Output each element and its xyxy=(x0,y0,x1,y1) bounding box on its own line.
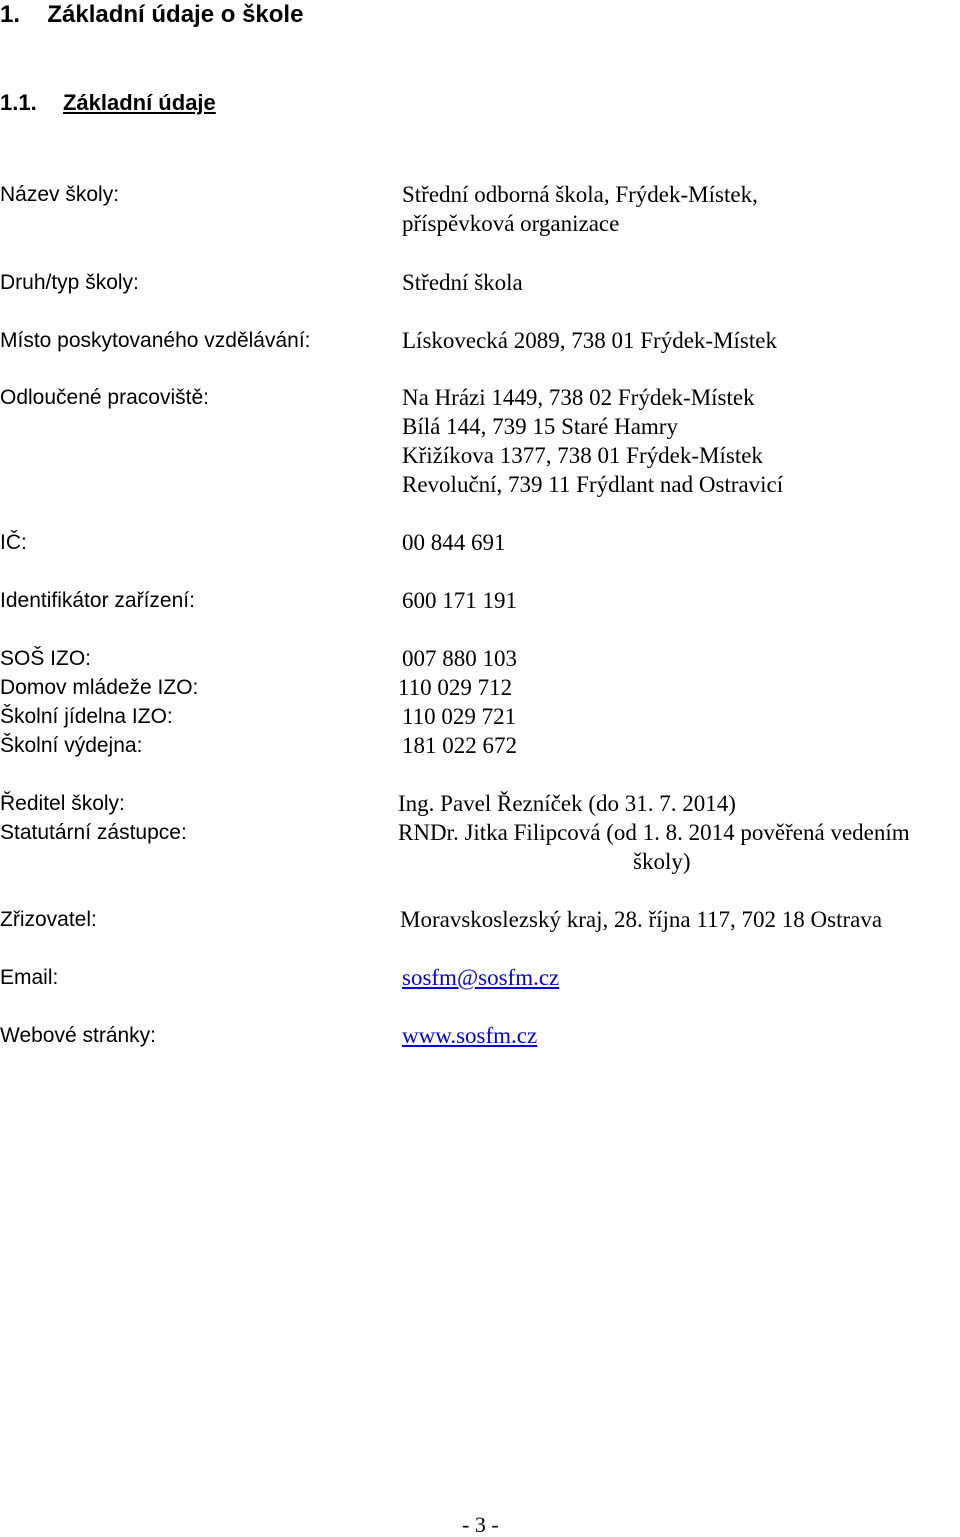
location-value: Lískovecká 2089, 738 01 Frýdek-Místek xyxy=(402,328,777,353)
page-number: - 3 - xyxy=(462,1512,499,1537)
school-type-value: Střední škola xyxy=(402,270,523,295)
ic-label: IČ: xyxy=(0,531,27,554)
branch-item: Křižíkova 1377, 738 01 Frýdek-Místek xyxy=(402,443,763,468)
izo-label: SOŠ IZO: xyxy=(0,647,92,670)
founder-label: Zřizovatel: xyxy=(0,908,97,931)
school-name-label: Název školy: xyxy=(0,183,120,206)
website-label: Webové stránky: xyxy=(0,1024,157,1047)
director-value: Ing. Pavel Řezníček (do 31. 7. 2014) xyxy=(398,791,736,816)
section-title: Základní údaje o škole xyxy=(47,1,304,28)
director-label: Ředitel školy: xyxy=(0,792,125,815)
email-link[interactable]: sosfm@sosfm.cz xyxy=(402,965,560,990)
ic-value: 00 844 691 xyxy=(402,530,506,555)
izo-label: Školní výdejna: xyxy=(0,734,143,757)
deputy-label: Statutární zástupce: xyxy=(0,821,187,844)
deputy-line1: RNDr. Jitka Filipcová (od 1. 8. 2014 pověřená vedením xyxy=(398,820,910,845)
section-number: 1. xyxy=(0,1,21,28)
izo-value: 181 022 672 xyxy=(402,733,517,758)
deputy-line2: školy) xyxy=(633,849,691,874)
school-type-label: Druh/typ školy: xyxy=(0,271,139,294)
subsection-title: Základní údaje xyxy=(62,90,216,115)
facility-id-label: Identifikátor zařízení: xyxy=(0,589,195,612)
branch-item: Na Hrázi 1449, 738 02 Frýdek-Místek xyxy=(402,385,755,410)
website-link[interactable]: www.sosfm.cz xyxy=(402,1023,538,1048)
email-label: Email: xyxy=(0,966,59,989)
location-label: Místo poskytovaného vzdělávání: xyxy=(0,329,311,352)
subsection-heading xyxy=(0,89,216,117)
izo-value: 007 880 103 xyxy=(402,646,517,671)
section-heading xyxy=(0,0,303,30)
branch-item: Bílá 144, 739 15 Staré Hamry xyxy=(402,414,678,439)
izo-value: 110 029 721 xyxy=(402,704,517,729)
founder-value: Moravskoslezský kraj, 28. října 117, 702 18 Ostrava xyxy=(400,907,883,932)
izo-label: Školní jídelna IZO: xyxy=(0,705,173,728)
izo-value: 110 029 712 xyxy=(398,675,513,700)
branch-item: Revoluční, 739 11 Frýdlant nad Ostravicí xyxy=(402,472,784,497)
school-name-line1: Střední odborná škola, Frýdek-Místek, xyxy=(402,182,758,207)
school-name-line2: příspěvková organizace xyxy=(402,211,620,236)
izo-label: Domov mládeže IZO: xyxy=(0,676,199,699)
subsection-number: 1.1. xyxy=(0,90,37,115)
branches-label: Odloučené pracoviště: xyxy=(0,386,209,409)
facility-id-value: 600 171 191 xyxy=(402,588,517,613)
